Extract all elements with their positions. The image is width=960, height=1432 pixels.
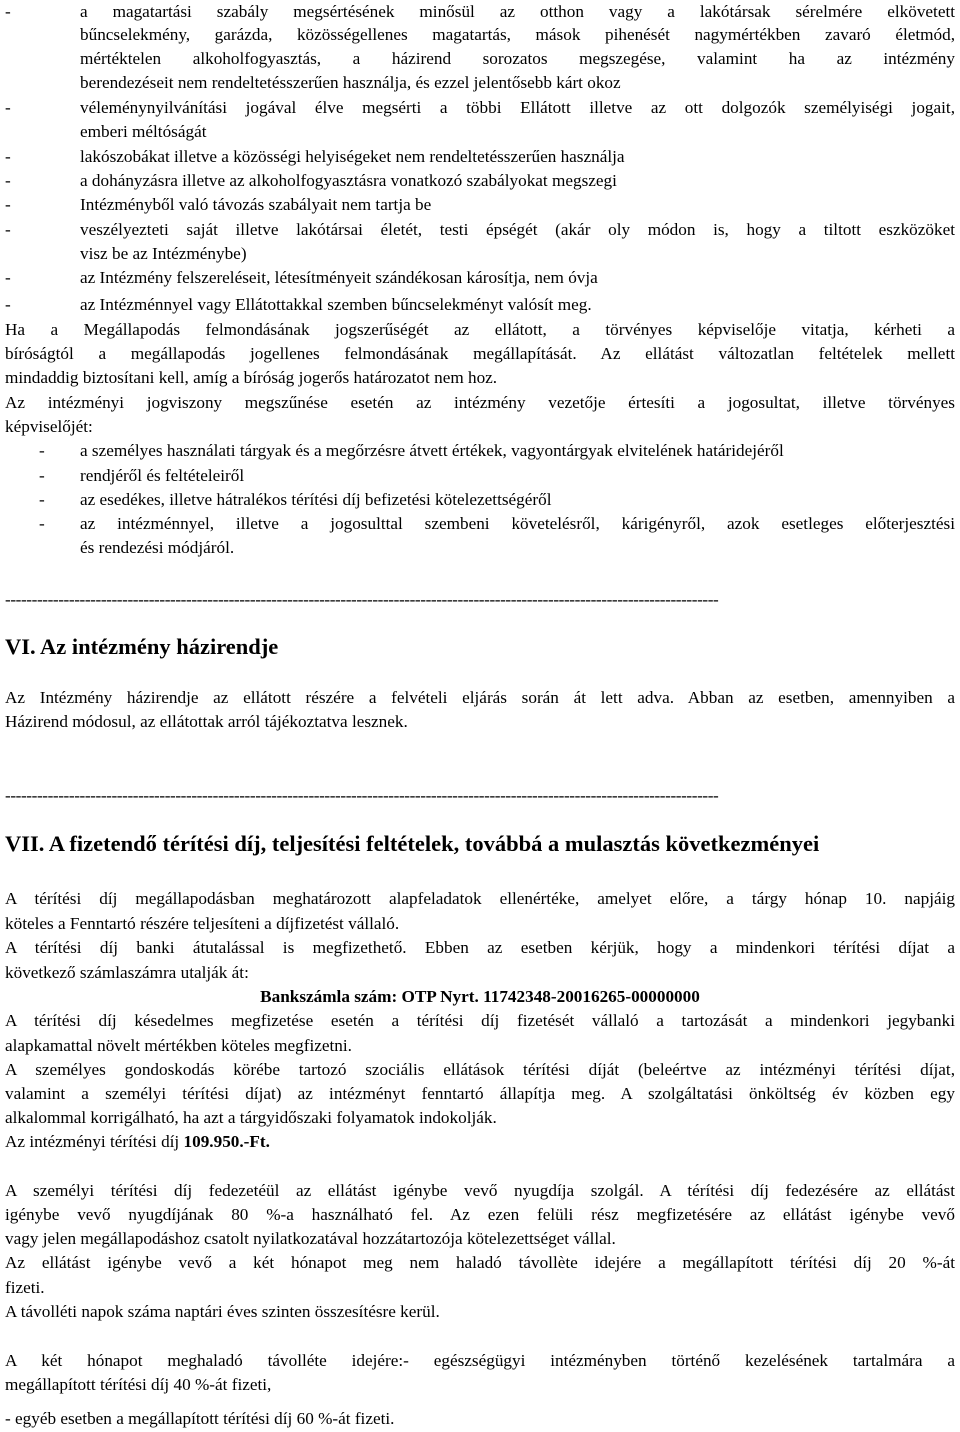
list-item-line: a magatartási szabály megsértésének minősül az otthon vagy a lakótársak sérelmére elkövetett [80,2,955,21]
paragraph-line: köteles a Fenntartó részére teljesíteni a díjfizetést vállaló. [5,914,400,933]
list-item-line: berendezéseit nem rendeltetésszerűen használja, és ezzel jelentősebb kárt okoz [80,73,621,92]
list-item-line: és rendezési módjáról. [80,538,235,557]
section-heading: VII. A fizetendő térítési díj, teljesítési feltételek, továbbá a mulasztás következményei [5,831,820,856]
paragraph-line: A térítési díj megállapodásban meghatározott alapfeladatok ellenértéke, amelyet előre, a tárgy hónap 10. napjáig [5,889,955,908]
paragraph-line: Az ellátást igénybe vevő a két hónapot meg nem haladó távollète idejére a megállapított térítési díj 20 %-át [5,1253,955,1272]
paragraph-line: Az intézményi jogviszony megszűnése esetén az intézmény vezetője értesíti a jogosultat, illetve törvényes [5,393,955,412]
list-item-line: visz be az Intézménybe) [80,244,247,263]
separator-rule: -------------------------------------------------------------------------------------------------------------------------------------- [5,786,719,805]
paragraph-line: A térítési díj késedelmes megfizetése esetén a térítési díj fizetését vállaló a tartozását a mindenkori jegybanki [5,1011,955,1030]
list-item-line: a személyes használati tárgyak és a megőrzésre átvett értékek, vagyontárgyak elvitelének határidejéről [80,441,784,460]
paragraph-line: Ha a Megállapodás felmondásának jogszerűségét az ellátott, a törvényes képviselője vitatja, kérheti a [5,320,955,339]
list-item-line: emberi méltóságát [80,122,207,141]
list-dash: - [5,98,11,117]
list-item-line: a dohányzásra illetve az alkoholfogyasztásra vonatkozó szabályokat megszegi [80,171,617,190]
paragraph-line: fizeti. [5,1278,45,1297]
paragraph-line: vagy jelen megállapodáshoz csatolt nyilatkozatával hozzátartozója kötelezettséget vállal. [5,1229,616,1248]
bank-account: Bankszámla szám: OTP Nyrt. 11742348-20016265-00000000 [260,987,700,1006]
list-dash: - [5,295,11,314]
list-dash: - [39,490,45,509]
list-item-line: mértéktelen alkoholfogyasztás, a házirend sorozatos megszegése, valamint ha az intézmény [80,49,955,68]
list-item-line: véleménynyilvánítási jogával élve megsérti a többi Ellátott illetve az ott dolgozók személyiségi jogait, [80,98,955,117]
fee-line [5,1131,955,1153]
list-dash: - [39,441,45,460]
paragraph-line: valamint a személyi térítési díjat) az intézményt fenntartó állapítja meg. A szolgáltatási önköltség év közben egy [5,1084,955,1103]
fee-prefix: Az intézményi térítési díj [5,1132,184,1151]
separator-rule: -------------------------------------------------------------------------------------------------------------------------------------- [5,590,719,609]
paragraph-line: A személyi térítési díj fedezetéül az ellátást igénybe vevő nyugdíja szolgál. A térítési díj fedezésére az ellátást [5,1181,955,1200]
paragraph-line: következő számlaszámra utalják át: [5,963,249,982]
paragraph-line: A térítési díj banki átutalással is megfizethető. Ebben az esetben kérjük, hogy a mindenkori térítési díjat a [5,938,955,957]
list-dash: - [5,171,11,190]
list-dash: - [39,466,45,485]
paragraph-line: Házirend módosul, az ellátottak arról tájékoztatva lesznek. [5,712,408,731]
fee-suffix: . [265,1132,270,1151]
paragraph-line: alkalommal korrigálható, ha azt a tárgyidőszaki folyamatok indokolják. [5,1108,497,1127]
paragraph-line: képviselőjét: [5,417,93,436]
fee-value: 109.950.-Ft [183,1132,266,1151]
paragraph-line: A két hónapot meghaladó távolléte idejére:- egészségügyi intézményben történő kezelésének tartalmára a [5,1351,955,1370]
list-item-line: veszélyezteti saját illetve lakótársai életét, testi épségét (akár oly módon is, hogy a tiltott eszközöket [80,220,955,239]
paragraph-line: bíróságtól a megállapodás jogellenes felmondásának megállapítását. Az ellátást változatlan feltételek mellett [5,344,955,363]
paragraph-line: Az Intézmény házirendje az ellátott részére a felvételi eljárás során át lett adva. Abban az esetben, amennyiben a [5,688,955,707]
list-dash: - [39,514,45,533]
list-item-line: az Intézmény felszereléseit, létesítményeit szándékosan károsítja, nem óvja [80,268,598,287]
list-item-line: az esedékes, illetve hátralékos térítési díj befizetési kötelezettségéről [80,490,552,509]
list-item-line: bűncselekmény, garázda, közösségellenes magatartás, mások pihenését nagymértékben zavaró életmód, [80,25,955,44]
section-heading: VI. Az intézmény házirendje [5,634,279,659]
paragraph-line: igénybe vevő nyugdíjának 80 %-a használható fel. Az ezen felüli rész megfizetésére az ellátást igénybe vevő [5,1205,955,1224]
list-item-line: az intézménnyel, illetve a jogosulttal szembeni követelésről, kárigényről, azok esetleges előterjesztési [80,514,955,533]
list-dash: - [5,268,11,287]
list-item-line: Intézményből való távozás szabályait nem tartja be [80,195,432,214]
list-item-line: az Intézménnyel vagy Ellátottakkal szemben bűncselekményt valósít meg. [80,295,592,314]
list-dash: - [5,195,11,214]
paragraph-line: A személyes gondoskodás körébe tartozó szociális ellátások térítési díját (beleértve az intézményi térítési díjat, [5,1060,955,1079]
paragraph-line: alapkamattal növelt mértékben köteles megfizetni. [5,1036,352,1055]
list-item-line: lakószobákat illetve a közösségi helyiségeket nem rendeltetésszerűen használja [80,147,625,166]
list-dash: - [5,2,11,21]
list-dash: - [5,147,11,166]
paragraph-line: - egyéb esetben a megállapított térítési díj 60 %-át fizeti. [5,1409,395,1428]
paragraph-line: mindaddig biztosítani kell, amíg a bíróság jogerős határozatot nem hoz. [5,368,498,387]
paragraph-line: megállapított térítési díj 40 %-át fizeti, [5,1375,272,1394]
paragraph-line: A távolléti napok száma naptári éves szinten összesítésre kerül. [5,1302,440,1321]
list-item-line: rendjéről és feltételeiről [80,466,245,485]
list-dash: - [5,220,11,239]
